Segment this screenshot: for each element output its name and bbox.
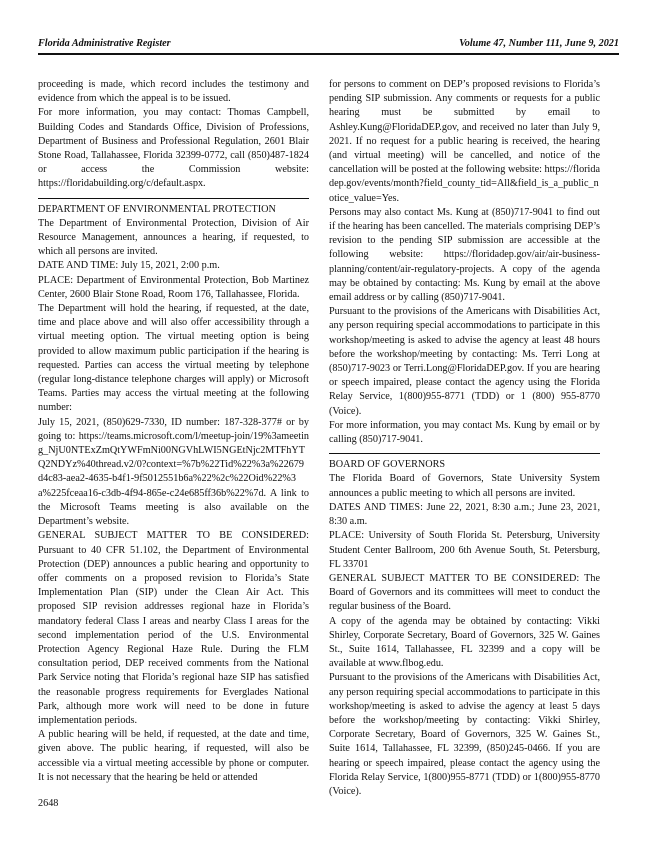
teams-access xyxy=(38,416,309,530)
bog-subject-matter: GENERAL SUBJECT MATTER TO BE CONSIDERED: The Board of Governors and its committees will meet to conduct the regular business of the Board. xyxy=(329,572,600,613)
dep-heading: DEPARTMENT OF ENVIRONMENTAL PROTECTION xyxy=(38,203,276,215)
dep-intro: The Department of Environmental Protection, Division of Air Resource Management, announces a hearing, if requested, to which all persons are invited. xyxy=(38,217,309,258)
bog-agenda: A copy of the agenda may be obtained by contacting: Vikki Shirley, Corporate Secretary, Board of Governors, 325 W. Gaines St., Suite 1614, Tallahassee, FL 32399 and a copy will be available at www.flbog.edu. xyxy=(329,615,600,670)
running-header xyxy=(38,38,619,54)
dep-materials-paragraph: Persons may also contact Ms. Kung at (850)717-9041 to find out if the hearing has been cancelled. The materials comprising DEP’s revision to the pending SIP submission are accessible at the following website: https://floridadep.gov/air/air-business-planning/content/air-regulatory-projects. A copy of the agenda may be obtained by contacting: Ms. Kung by email at the above email address or by calling (850)717-9041. xyxy=(329,206,600,304)
header-rule xyxy=(38,53,619,55)
publication-title: Florida Administrative Register xyxy=(38,38,171,49)
dep-place: PLACE: Department of Environmental Protection, Bob Martinez Center, 2600 Blair Stone Road, Room 176, Tallahassee, Florida. xyxy=(38,274,309,300)
section-divider xyxy=(38,198,309,199)
page-number: 2648 xyxy=(38,798,59,809)
dep-contact-paragraph: For more information, you may contact Ms. Kung by email or by calling (850)717-9041. xyxy=(329,419,600,446)
bog-intro: The Florida Board of Governors, State University System announces a public meeting to which all persons are invited. xyxy=(329,473,600,499)
dep-comment-paragraph xyxy=(329,78,600,206)
section-divider xyxy=(329,453,600,454)
bog-ada-paragraph: Pursuant to the provisions of the Americans with Disabilities Act, any person requiring special accommodations to participate in this workshop/meeting is asked to advise the agency at least 5 days before the workshop/meeting by contacting: Vikki Shirley, Corporate Secretary, Board of Governors, 325 W. Gaines St., Suite 1614, Tallahassee, FL 32399, (850)245-0466. If you are hearing or speech impaired, please contact the agency using the Florida Relay Service, 1(800)955-8771 (TDD) or 1(800)955-8770 (Voice). xyxy=(329,672,600,797)
contact-paragraph: For more information, you may contact: Thomas Campbell, Building Codes and Standards Office, Division of Professions, Department of Business and Professional Regulation, 2601 Blair Stone Road, Tallahassee, Florida 32399-0772, call (850)487-1824 or access the Commission website: https://floridabuilding.org/c/default.aspx. xyxy=(38,107,309,190)
teams-meeting-link[interactable]: https://teams.microsoft.com/l/meetup-join/19%3ameeting_NjU0NTExZmQtYWFmNi00NGVhLWI5NGEtNjc2MTFhYTQ2NDYz%40thread.v2/0?context=%7b%22Tid%22%3a%22679d4c83-aea2-4635-b4f1-9f5012551b6a%22%2c%22Oid%22%3a%225fceaa16-c3db-4f94-865e-c24e685ff36b%22%7d. xyxy=(38,430,309,499)
dep-hearing-info: A public hearing will be held, if requested, at the date and time, given above. The public hearing, if requested, will also be accessible via a virtual meeting accessible by phone or computer. It is not necessary that the hearing be held or attended xyxy=(38,729,309,783)
issue-info: Volume 47, Number 111, June 9, 2021 xyxy=(459,38,619,49)
bog-place: PLACE: University of South Florida St. Petersburg, University Student Center Ballroom, 200 6th Avenue South, St. Petersburg, FL 33701 xyxy=(329,530,600,570)
dep-subject-matter: GENERAL SUBJECT MATTER TO BE CONSIDERED: Pursuant to 40 CFR 51.102, the Department of Environmental Protection (DEP) announces a public hearing and opportunity to offer comments on a proposed revision to Florida’s State Implementation Plan (SIP) under the Clean Air Act. This proposed SIP revision addresses regional haze in Florida’s mandatory federal Class I areas and nearby Class I areas for the second implementation period of the U.S. Environmental Protection Agency Regional Haze Rule. During the FLM consultation period, DEP received comments from the National Park Service noting that Florida’s regional haze SIP has satisfied the reasonable progress requirements for Everglades National Park, although more work will need to be done in future implementation periods. xyxy=(38,530,309,726)
continued-paragraph: proceeding is made, which record includes the testimony and evidence from which the appeal is to be issued. xyxy=(38,79,309,105)
dep-date-time: DATE AND TIME: July 15, 2021, 2:00 p.m. xyxy=(38,260,220,272)
left-column xyxy=(38,78,309,785)
dep-events-link[interactable]: https://floridadep.gov/events/month?field_county_tid=All&field_is_a_public_notice_value=Yes. xyxy=(329,164,601,204)
right-column xyxy=(329,78,600,799)
dep-virtual-meeting: The Department will hold the hearing, if requested, at the date, time and place above and will also offer accessibility through a virtual meeting option. The virtual meeting option is being provided to allow maximum public participation if the hearing is requested. Parties can access the virtual meeting by telephone (regular long-distance telephone charges will apply) or Microsoft Teams. Parties may access the virtual meeting at the following number: xyxy=(38,303,309,414)
bog-dates: DATES AND TIMES: June 22, 2021, 8:30 a.m.; June 23, 2021, 8:30 a.m. xyxy=(329,501,600,528)
dep-comment-text: for persons to comment on DEP’s proposed revisions to Florida’s pending SIP submission. Any comments or requests for a public hearing must be submitted by email to Ashley.Kung@FloridaDEP.gov, and received no later than July 9, 2021. If no request for a public hearing is received, the hearing (and virtual meeting) will be cancelled, and notice of the cancellation will be posted at the following website: xyxy=(329,79,600,176)
dep-ada-paragraph: Pursuant to the provisions of the Americans with Disabilities Act, any person requiring special accommodations to participate in this workshop/meeting is asked to advise the agency at least 48 hours before the workshop/meeting by contacting: Ms. Terri Long at (850)717-9023 or Terri.Long@FloridaDEP.gov. If you are hearing or speech impaired, please contact the agency using the Florida Relay Service, 1(800)955-8771 (TDD) or 1 (800) 955-8770 (Voice). xyxy=(329,306,600,417)
teams-link-note: A link to the Microsoft Teams meeting is also available on the Department’s website. xyxy=(38,487,309,528)
teams-phone-line: July 15, 2021, (850)629-7330, ID number: 187-328-377# or by going to: xyxy=(38,416,309,442)
bog-heading: BOARD OF GOVERNORS xyxy=(329,459,446,471)
